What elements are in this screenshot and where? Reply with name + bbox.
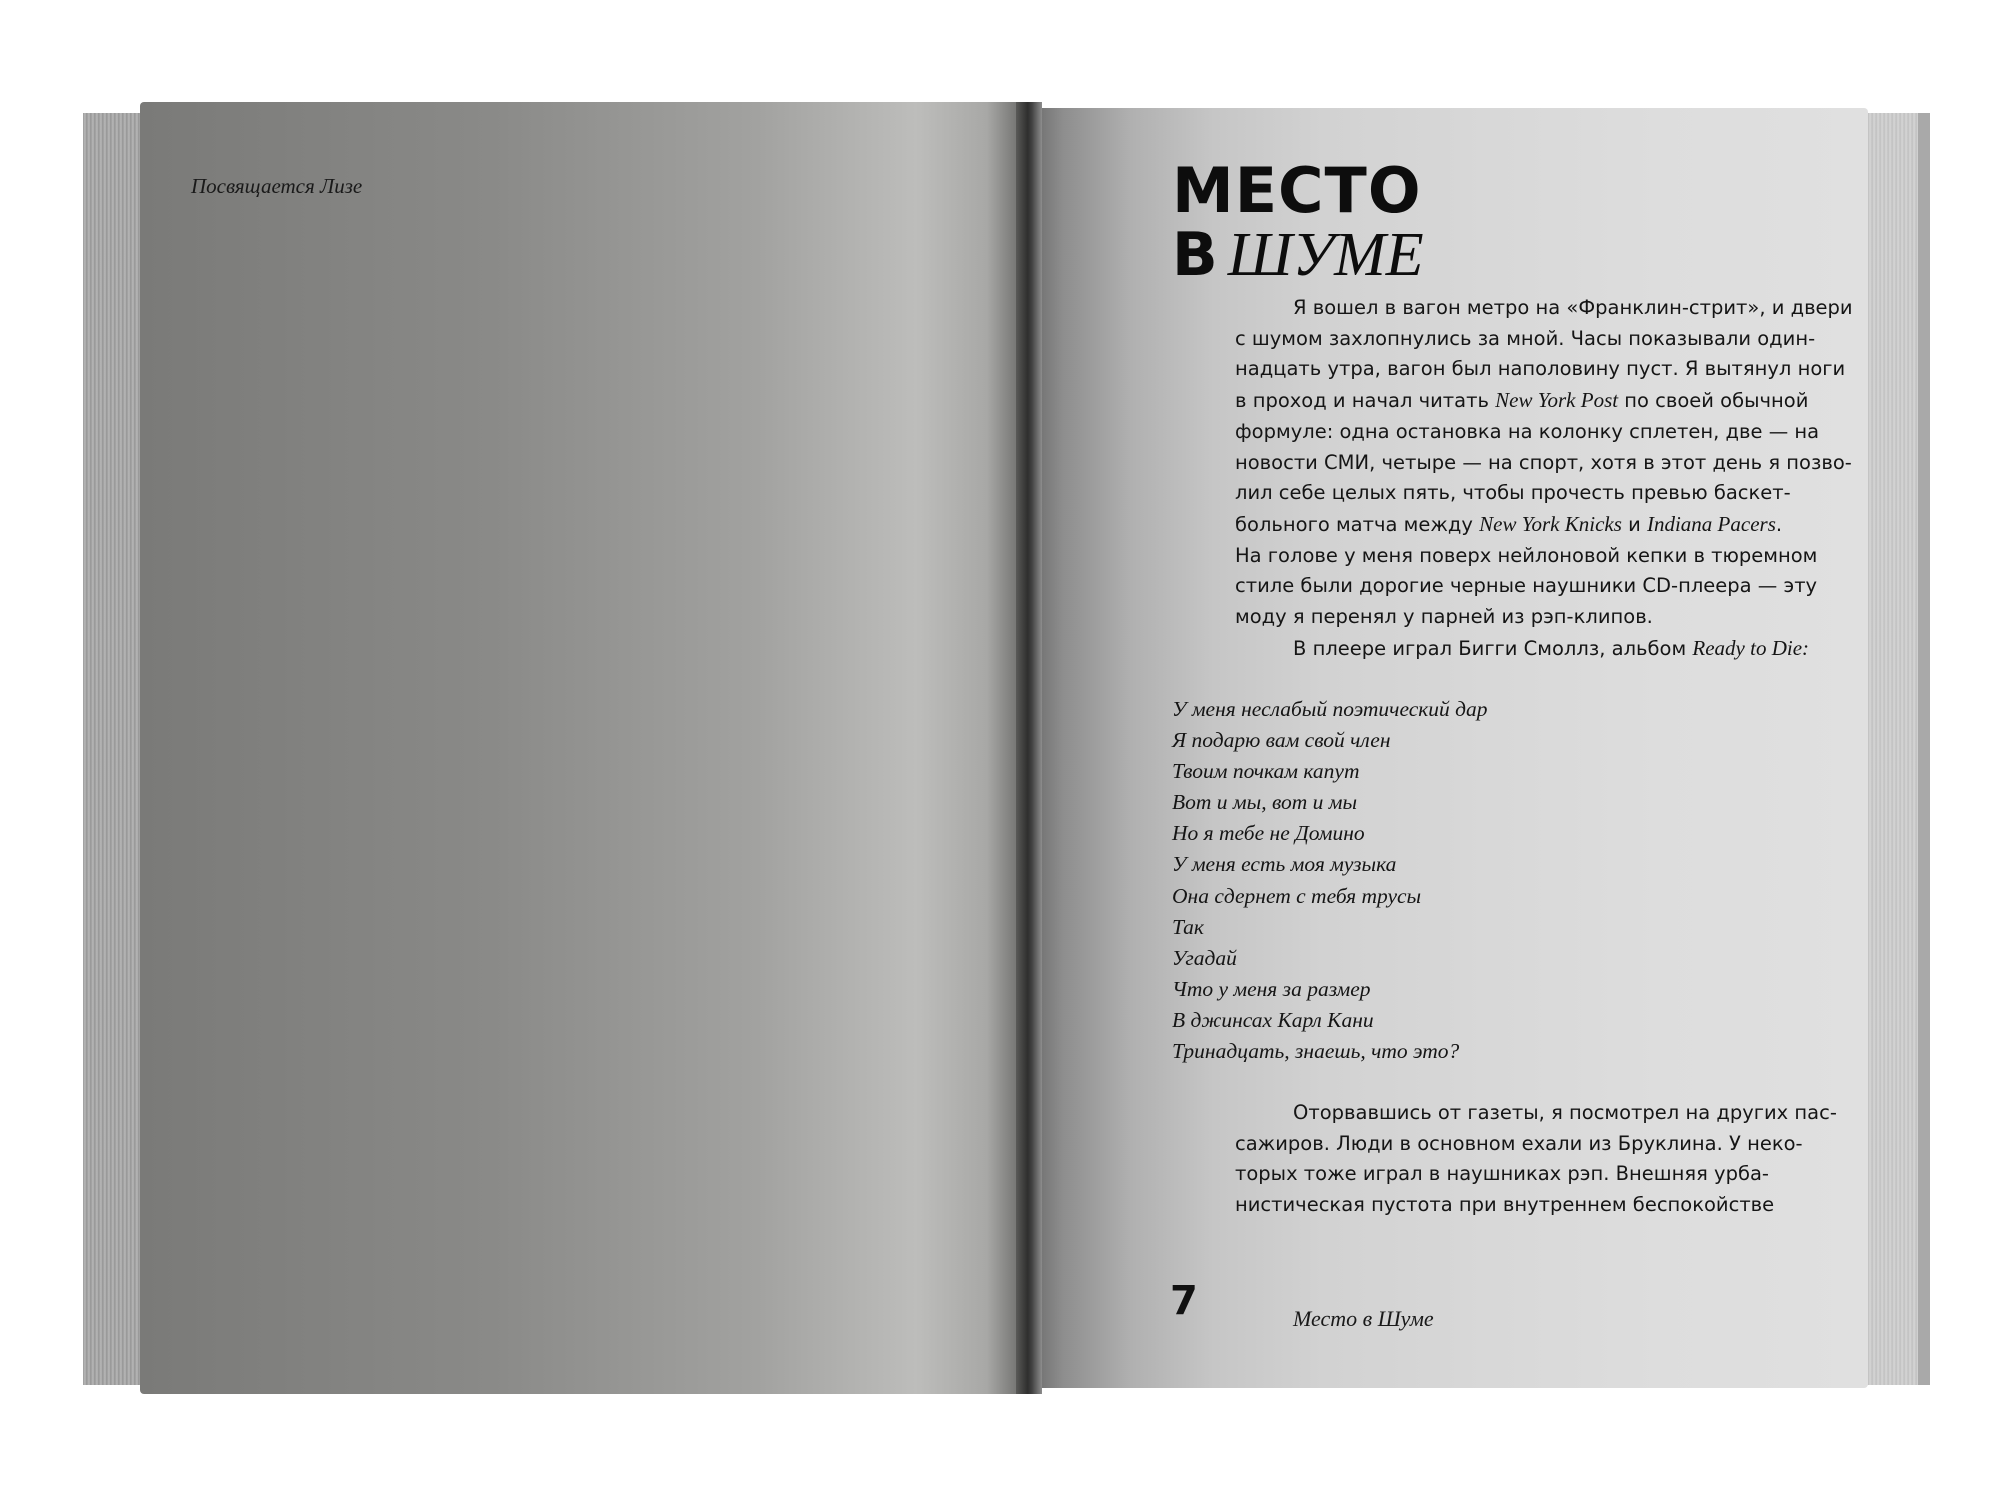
text-segment: . <box>1775 512 1783 536</box>
text-segment: торых тоже играл в наушниках рэп. Внешняя урба- <box>1235 1162 1769 1186</box>
chapter-title-italic: ШУМЕ <box>1227 221 1424 289</box>
text-line <box>1235 478 1855 509</box>
lyric-line: Я подарю вам свой член <box>1172 728 1391 753</box>
paragraph-opening <box>1235 293 1855 664</box>
text-segment: нистическая пустота при внутреннем беспокойстве <box>1235 1193 1775 1217</box>
running-title: Место в Шуме <box>1293 1306 1434 1331</box>
text-segment: В плеере играл Бигги Смоллз, альбом <box>1293 636 1693 660</box>
lyric-line: Так <box>1172 914 1204 939</box>
chapter-title-prefix: В <box>1172 220 1218 290</box>
chapter-title-line1: МЕСТО <box>1172 154 1422 227</box>
lyric-line: Но я тебе не Домино <box>1172 821 1365 846</box>
lyric-line: У меня есть моя музыка <box>1172 852 1397 877</box>
book-gutter <box>1016 102 1042 1394</box>
chapter-title-line2 <box>1172 220 1424 291</box>
left-page <box>140 102 1022 1394</box>
lyric-line: У меня неслабый поэтический дар <box>1172 697 1488 721</box>
lyric-line: Твоим почкам капут <box>1172 759 1360 784</box>
page-number: 7 <box>1170 1278 1198 1324</box>
italic-title: New York Knicks <box>1479 511 1622 536</box>
lyric-line: В джинсах Карл Кани <box>1172 1007 1374 1032</box>
text-segment: стиле были дорогие черные наушники CD-плеера — эту <box>1235 574 1818 598</box>
text-segment: новости СМИ, четыре — на спорт, хотя в этот день я позво- <box>1235 450 1852 474</box>
lyric-line: Что у меня за размер <box>1172 976 1371 1001</box>
text-segment: в проход и начал читать <box>1235 389 1496 413</box>
italic-title: Ready to Die: <box>1692 635 1810 660</box>
text-segment: На голове у меня поверх нейлоновой кепки в тюремном <box>1235 543 1818 567</box>
text-line <box>1235 571 1855 602</box>
text-line <box>1235 448 1855 479</box>
text-line <box>1235 1129 1855 1160</box>
text-segment: формуле: одна остановка на колонку сплетен, две — на <box>1235 419 1820 443</box>
italic-title: New York Post <box>1495 388 1619 413</box>
dedication: Посвящается Лизе <box>191 174 363 198</box>
text-segment: с шумом захлопнулись за мной. Часы показывали один- <box>1235 326 1816 350</box>
text-segment: больного матча между <box>1235 512 1480 536</box>
text-line <box>1235 324 1855 355</box>
text-line <box>1235 354 1855 385</box>
text-segment: лил себе целых пять, чтобы прочесть превью баскет- <box>1235 481 1791 505</box>
text-line <box>1235 1098 1855 1129</box>
paragraph-continuation <box>1235 1098 1855 1221</box>
text-line <box>1235 633 1855 665</box>
right-page <box>1030 108 1868 1388</box>
lyric-line: Она сдернет с тебя трусы <box>1172 883 1422 908</box>
text-line <box>1235 1190 1855 1221</box>
text-line <box>1235 602 1855 633</box>
text-line <box>1235 385 1855 417</box>
text-segment: Оторвавшись от газеты, я посмотрел на других пас- <box>1293 1101 1837 1124</box>
text-segment: сажиров. Люди в основном ехали из Бруклина. У неко- <box>1235 1131 1803 1155</box>
text-segment: Я вошел в вагон метро на «Франклин-стрит», и двери <box>1293 296 1853 319</box>
song-lyrics <box>1172 694 1488 1067</box>
text-line <box>1235 1159 1855 1190</box>
text-line <box>1235 541 1855 572</box>
text-segment: моду я перенял у парней из рэп-клипов. <box>1235 605 1653 629</box>
text-line <box>1235 293 1855 324</box>
left-page-edges <box>83 113 145 1385</box>
lyric-line: Угадай <box>1172 945 1237 970</box>
lyric-line: Тринадцать, знаешь, что это? <box>1172 1039 1460 1064</box>
right-page-edges <box>1860 113 1930 1385</box>
text-line <box>1235 509 1855 541</box>
text-segment: надцать утра, вагон был наполовину пуст. Я вытянул ноги <box>1235 357 1846 381</box>
lyric-line: Вот и мы, вот и мы <box>1172 790 1358 815</box>
text-line <box>1235 417 1855 448</box>
text-segment: и <box>1621 512 1647 536</box>
italic-title: Indiana Pacers <box>1646 511 1776 536</box>
text-segment: по своей обычной <box>1618 389 1809 413</box>
